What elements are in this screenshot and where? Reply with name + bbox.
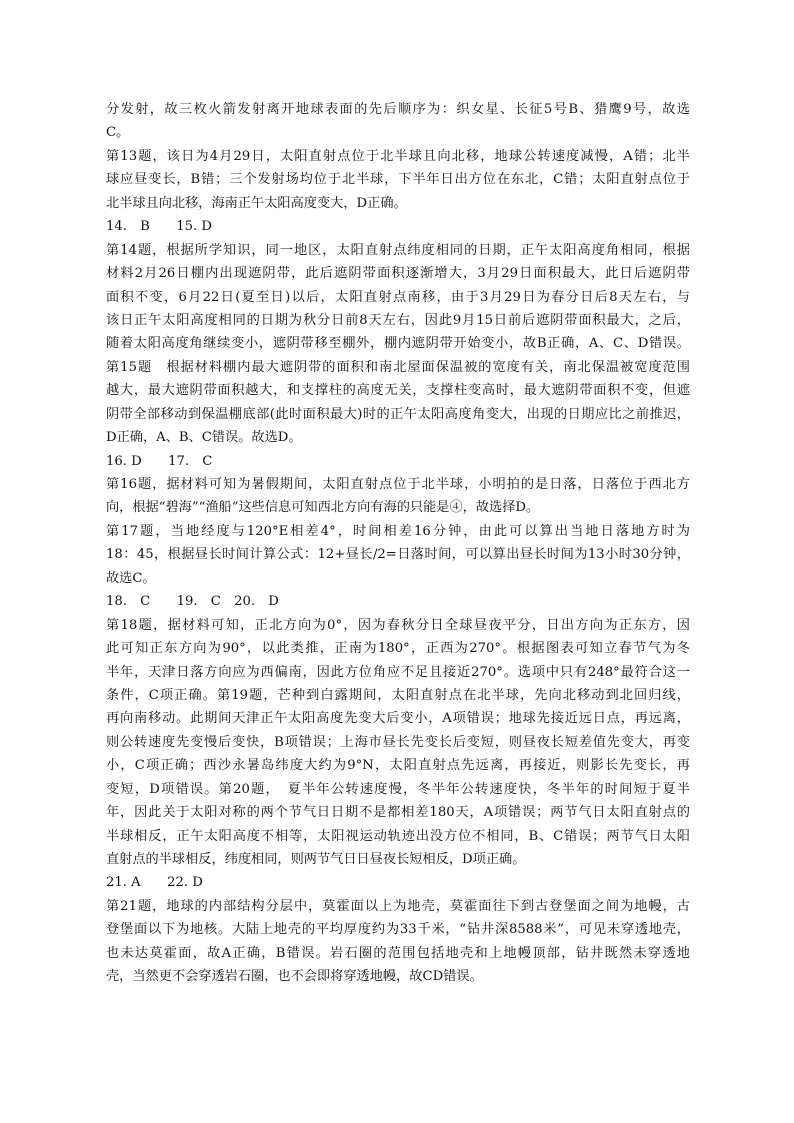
- text-line: 阴带全部移动到保温棚底部(此时面积最大)时的正午太阳高度角变大，出现的日期应比之前推迟，: [106, 406, 690, 422]
- text-line: 该日正午太阳高度相同的日期为秋分日前8天左右，因此9月15日前后遮阴带面积最大，之后，: [106, 312, 690, 328]
- text-line: 条件，C项正确。第19题，芒种到白露期间，太阳直射点在北半球，先向北移动到北回归线，: [106, 687, 690, 703]
- text-line: 壳，当然更不会穿透岩石圈，也不会即将穿透地幔，故CD错误。: [106, 969, 483, 985]
- answer-key-line: 14. B 15. D: [106, 219, 212, 235]
- text-line: 小，C项正确；西沙永暑岛纬度大约为9°N，太阳直射点先远离，再接近，则影长先变长，再: [106, 758, 690, 774]
- text-line: 登堡面以下为地核。大陆上地壳的平均厚度约为33千米，“钻井深8588米”，可见未穿透地壳，: [106, 922, 690, 938]
- answer-explanation-text: [106, 98, 690, 989]
- text-line: 年，因此关于太阳对称的两个节气日日期不是都相差180天，A项错误；两节气日太阳直射点的: [106, 805, 690, 821]
- text-line: 第17题，当地经度与120°E相差4°，时间相差16分钟，由此可以算出当地日落地方时为: [106, 523, 690, 539]
- text-line: 半球相反，正午太阳高度不相等，太阳视运动轨迹出没方位不相同，B、C错误；两节气日太阳: [106, 828, 690, 844]
- answer-key-line: 18. C 19. C 20. D: [106, 594, 279, 610]
- text-line: 18：45，根据昼长时间计算公式：12+昼长/2=日落时间，可以算出昼长时间为13小时30分钟，: [106, 547, 690, 563]
- text-line: 变短，D项错误。第20题， 夏半年公转速度慢，冬半年公转速度快，冬半年的时间短于夏半: [106, 781, 690, 797]
- answer-key-line: 21. A 22. D: [106, 875, 203, 891]
- text-line: D正确，A、B、C错误。故选D。: [106, 430, 302, 446]
- text-line: 此可知正东方向为90°，以此类推，正南为180°，正西为270°。根据图表可知立春节气为冬: [106, 641, 690, 657]
- text-line: 半年，天津日落方向应为西偏南，因此方位角应不足且接近270°。选项中只有248°最符合这一: [106, 664, 690, 680]
- text-line: 也未达莫霍面，故A正确，B错误。岩石圈的范围包括地壳和上地幔顶部，钻井既然未穿透地: [106, 945, 690, 961]
- text-line: 第13题，该日为4月29日，太阳直射点位于北半球且向北移，地球公转速度减慢，A错；北半: [106, 148, 690, 164]
- text-line: 随着太阳高度角继续变小，遮阴带移至棚外，棚内遮阴带开始变小，故B正确，A、C、D错误。: [106, 336, 690, 352]
- text-line: 第21题，地球的内部结构分层中，莫霍面以上为地壳，莫霍面往下到古登堡面之间为地幔，古: [106, 898, 690, 914]
- text-line: 第18题，据材料可知，正北方向为0°，因为春秋分日全球昼夜平分，日出方向为正东方，因: [106, 617, 690, 633]
- text-line: 故选C。: [106, 570, 156, 586]
- text-line: 向，根据“碧海”“渔船”这些信息可知西北方向有海的只能是④，故选择D。: [106, 500, 540, 516]
- text-line: 越大，最大遮阴带面积越大，和支撑柱的高度无关，支撑柱变高时，最大遮阴带面积不变，但遮: [106, 383, 690, 399]
- text-line: 再向南移动。此期间天津正午太阳高度先变大后变小，A项错误；地球先接近远日点，再远离，: [106, 711, 690, 727]
- text-line: 材料2月26日棚内出现遮阴带，此后遮阴带面积逐渐增大，3月29日面积最大，此日后遮阴带: [106, 266, 690, 282]
- answer-key-line: 16. D 17. C: [106, 453, 213, 469]
- text-line: 第15题 根据材料棚内最大遮阴带的面积和南北屋面保温被的宽度有关，南北保温被宽度范围: [106, 359, 690, 375]
- text-line: 北半球且向北移，海南正午太阳高度变大，D正确。: [106, 195, 407, 211]
- text-line: C。: [106, 125, 130, 141]
- text-line: 面积不变，6月22日(夏至日)以后，太阳直射点南移，由于3月29日为春分日后8天左右，与: [106, 289, 690, 305]
- text-line: 第14题，根据所学知识，同一地区，太阳直射点纬度相同的日期，正午太阳高度角相同，根据: [106, 242, 690, 258]
- text-line: 直射点的半球相反，纬度相同，则两节气日日昼夜长短相反，D项正确。: [106, 852, 526, 867]
- text-line: 第16题，据材料可知为暑假期间，太阳直射点位于北半球，小明拍的是日落，日落位于西北方: [106, 477, 690, 492]
- text-line: 球应昼变长，B错；三个发射场均位于北半球，下半年日出方位在东北，C错；太阳直射点位于: [106, 172, 690, 188]
- text-line: 分发射，故三枚火箭发射离开地球表面的先后顺序为：织女星、长征5号B、猎鹰9号，故选: [106, 102, 690, 117]
- text-line: 则公转速度先变慢后变快，B项错误；上海市昼长先变长后变短，则昼夜长短差值先变大，再变: [106, 734, 690, 750]
